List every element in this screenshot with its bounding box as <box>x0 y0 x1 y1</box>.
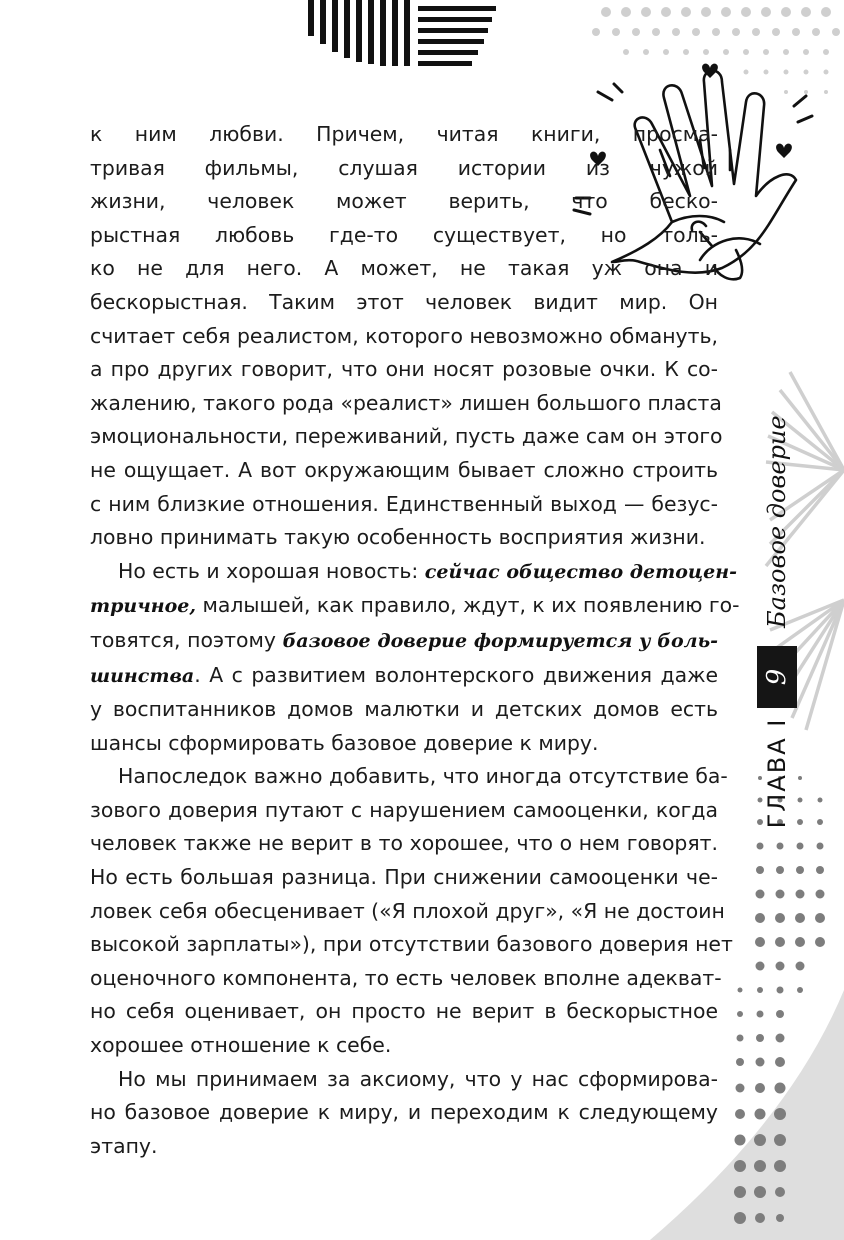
text-fragment: считает себя реалистом, которого невозможно обмануть, <box>90 323 718 348</box>
text-line <box>90 727 718 761</box>
text-fragment: хорошее отношение к себе. <box>90 1033 392 1058</box>
text-line <box>90 555 737 590</box>
text-line <box>90 353 718 387</box>
text-line <box>90 861 718 895</box>
text-fragment: эмоциональности, переживаний, пусть даже сам он этого <box>90 424 723 449</box>
text-fragment: Но есть и хорошая новость: <box>118 558 425 583</box>
chapter-title: Базовое доверие <box>763 415 791 628</box>
text-fragment: этапу. <box>90 1133 158 1158</box>
text-line <box>90 1029 718 1063</box>
text-fragment: с ним близкие отношения. Единственный выход — безус- <box>90 491 718 516</box>
text-fragment: но базовое доверие к миру, и переходим к следующему <box>90 1100 718 1125</box>
page-number: 9 <box>757 646 797 708</box>
text-fragment: бескорыстная. Таким этот человек видит мир. Он <box>90 289 718 314</box>
text-line <box>90 1096 718 1130</box>
text-line <box>90 995 718 1029</box>
text-fragment: Напоследок важно добавить, что иногда отсутствие ба- <box>118 764 728 789</box>
highlighted-phrase: тричное, <box>90 595 197 618</box>
text-fragment: ко не для него. А может, не такая уж она и <box>90 256 718 281</box>
highlighted-phrase: шинства <box>90 664 195 687</box>
text-line <box>90 794 718 828</box>
chapter-label: ГЛАВА I <box>763 717 791 829</box>
text-line <box>90 589 740 624</box>
text-line <box>90 521 718 555</box>
text-fragment: тривая фильмы, слушая истории из чужой <box>90 155 718 180</box>
text-line <box>90 420 723 454</box>
stripes-ornament <box>308 0 496 66</box>
highlighted-phrase: базовое доверие формируется у боль- <box>282 629 718 652</box>
text-fragment: малышей, как правило, ждут, к их появлению го- <box>196 593 740 618</box>
text-line <box>90 320 718 354</box>
chapter-sidebar <box>757 318 797 838</box>
text-line <box>90 693 718 727</box>
text-fragment: Но мы принимаем за аксиому, что у нас сформирова- <box>118 1066 718 1091</box>
text-fragment: Но есть большая разница. При снижении самооценки че- <box>90 865 718 890</box>
text-fragment: зового доверия путают с нарушением самооценки, когда <box>90 797 718 822</box>
text-fragment: шансы сформировать базовое доверие к миру. <box>90 730 599 755</box>
paragraph <box>90 760 733 1062</box>
text-line <box>90 895 725 929</box>
text-fragment: товятся, поэтому <box>90 627 283 652</box>
text-line <box>90 286 718 320</box>
text-line <box>90 962 722 996</box>
text-line <box>90 760 728 794</box>
body-text <box>90 118 740 1163</box>
text-line <box>90 1063 718 1097</box>
text-fragment: но себя оценивает, он просто не верит в бескорыстное <box>90 999 718 1024</box>
text-line <box>90 152 718 186</box>
text-line <box>90 488 718 522</box>
text-line <box>90 252 718 286</box>
text-fragment: жалению, такого рода «реалист» лишен большого пласта <box>90 390 722 415</box>
text-line <box>90 827 718 861</box>
text-fragment: рыстная любовь где-то существует, но толь- <box>90 222 718 247</box>
text-line <box>90 185 718 219</box>
dot-pattern <box>592 7 840 94</box>
text-fragment: к ним любви. Причем, читая книги, просма- <box>90 122 718 146</box>
text-fragment: у воспитанников домов малютки и детских домов есть <box>90 697 718 722</box>
text-fragment: ловно принимать такую особенность восприятия жизни. <box>90 525 706 550</box>
text-fragment: жизни, человек может верить, что беско- <box>90 189 718 214</box>
text-fragment: не ощущает. А вот окружающим бывает сложно строить <box>90 457 718 482</box>
paragraph <box>90 118 723 555</box>
text-line <box>90 118 718 152</box>
text-line <box>90 219 718 253</box>
text-line <box>90 454 718 488</box>
highlighted-phrase: сейчас общество детоцен- <box>424 560 737 583</box>
text-fragment: ловек себя обесценивает («Я плохой друг», «Я не достоин <box>90 898 725 923</box>
text-line <box>90 387 722 421</box>
text-line <box>90 659 718 694</box>
paragraph <box>90 1063 718 1164</box>
text-fragment: а про других говорит, что они носят розовые очки. К со- <box>90 357 718 382</box>
text-line <box>90 928 733 962</box>
text-fragment: человек также не верит в то хорошее, что о нем говорят. <box>90 831 718 856</box>
paragraph <box>90 555 740 761</box>
text-fragment: . А с развитием волонтерского движения даже <box>194 662 718 687</box>
text-line <box>90 1130 718 1164</box>
text-line <box>90 624 718 659</box>
text-fragment: оценочного компонента, то есть человек вполне адекват- <box>90 965 722 990</box>
text-fragment: высокой зарплаты»), при отсутствии базового доверия нет <box>90 932 733 957</box>
